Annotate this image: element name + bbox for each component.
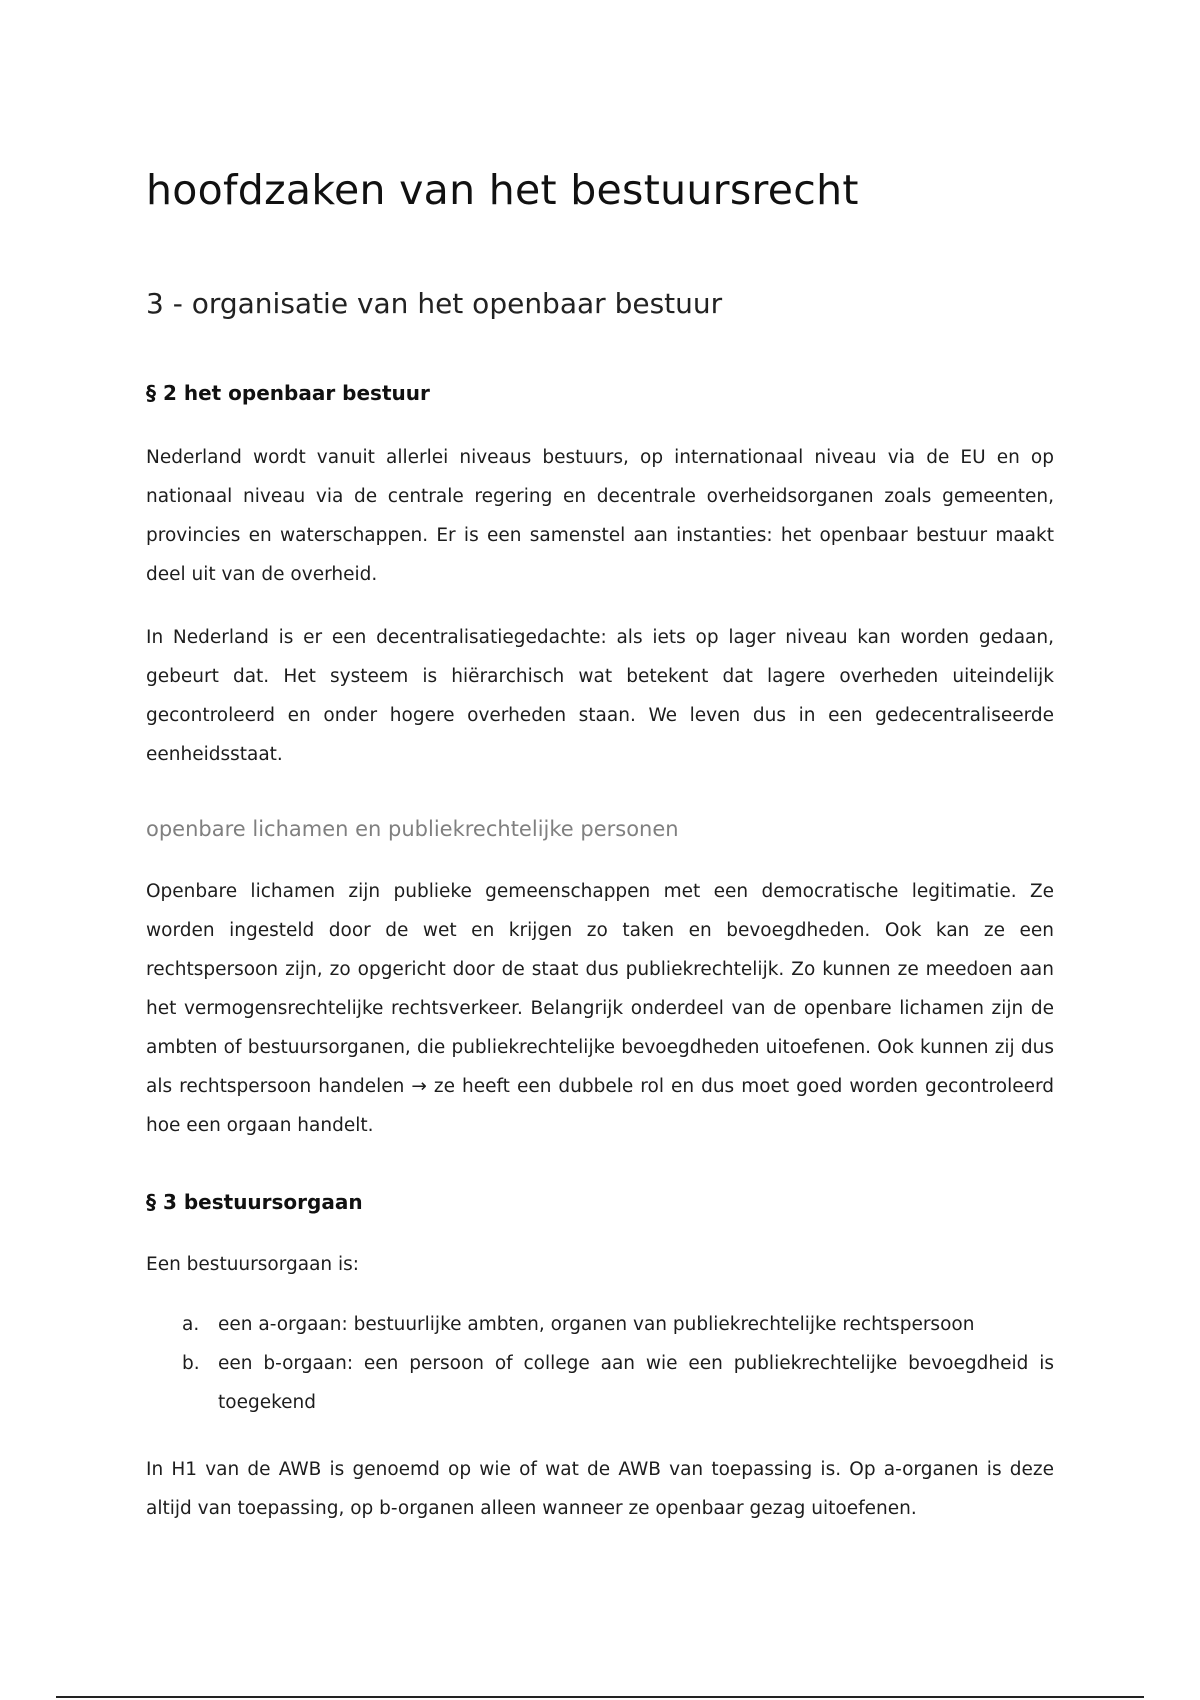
list-item xyxy=(146,1305,1054,1344)
section-3-heading: § 3 bestuursorgaan xyxy=(146,1190,363,1214)
section-2-paragraph-2: In Nederland is er een decentralisatiegedachte: als iets op lager niveau kan worden gedaan, gebeurt dat. Het systeem is hiërarchisch wat betekent dat lagere overheden uiteindelijk gecontroleerd en onder hogere overheden staan. We leven dus in een gedecentraliseerde eenheidsstaat. xyxy=(146,627,1054,765)
list-item-text: een a-orgaan: bestuurlijke ambten, organen van publiekrechtelijke rechtspersoon xyxy=(218,1314,975,1335)
list-item xyxy=(146,1344,1054,1422)
section-3-intro: Een bestuursorgaan is: xyxy=(146,1254,360,1275)
footer-divider xyxy=(56,1696,1144,1698)
bestuursorgaan-list xyxy=(146,1305,1054,1422)
subsection-paragraph: Openbare lichamen zijn publieke gemeenschappen met een democratische legitimatie. Ze worden ingesteld door de wet en krijgen zo taken en bevoegdheden. Ook kan ze een rechtspersoon zijn, zo opgericht door de staat dus publiekrechtelijk. Zo kunnen ze meedoen aan het vermogensrechtelijke rechtsverkeer. Belangrijk onderdeel van de openbare lichamen zijn de ambten of bestuursorganen, die publiekrechtelijke bevoegdheden uitoefenen. Ook kunnen zij dus als rechtspersoon handelen → ze heeft een dubbele rol en dus moet goed worden gecontroleerd hoe een orgaan handelt. xyxy=(146,881,1054,1136)
subheading-openbare-lichamen: openbare lichamen en publiekrechtelijke personen xyxy=(146,817,679,841)
list-marker: b. xyxy=(182,1353,200,1374)
list-marker: a. xyxy=(182,1314,200,1335)
document-title: hoofdzaken van het bestuursrecht xyxy=(146,166,859,214)
section-3-closing: In H1 van de AWB is genoemd op wie of wat de AWB van toepassing is. Op a-organen is deze altijd van toepassing, op b-organen alleen wanneer ze openbaar gezag uitoefenen. xyxy=(146,1459,1054,1519)
chapter-title: 3 - organisatie van het openbaar bestuur xyxy=(146,287,723,320)
list-item-text: een b-orgaan: een persoon of college aan wie een publiekrechtelijke bevoegdheid is toegekend xyxy=(218,1353,1054,1413)
section-2-paragraph-1: Nederland wordt vanuit allerlei niveaus bestuurs, op internationaal niveau via de EU en op nationaal niveau via de centrale regering en decentrale overheidsorganen zoals gemeenten, provincies en waterschappen. Er is een samenstel aan instanties: het openbaar bestuur maakt deel uit van de overheid. xyxy=(146,447,1054,585)
section-2-heading: § 2 het openbaar bestuur xyxy=(146,381,430,405)
